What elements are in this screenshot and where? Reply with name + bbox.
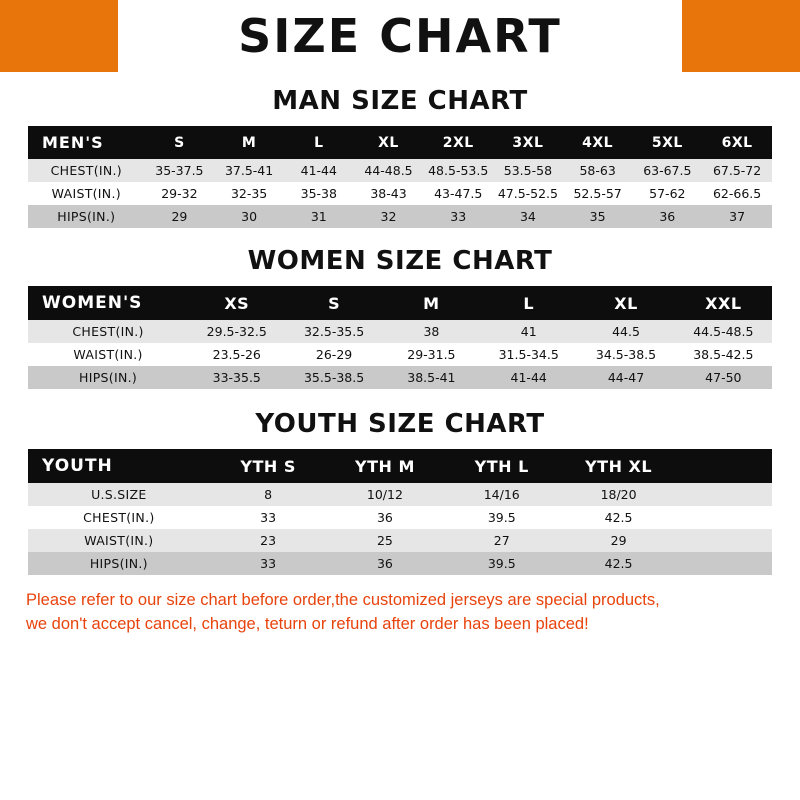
- footer-note-line-2: we don't accept cancel, change, teturn or refund after order has been placed!: [26, 614, 589, 633]
- column-header: XXL: [705, 293, 742, 313]
- cell-empty: [677, 506, 772, 529]
- cell: 33: [260, 510, 277, 525]
- table-header-row: [28, 286, 772, 320]
- column-header: XL: [614, 293, 638, 313]
- cell: 44.5-48.5: [693, 324, 754, 339]
- cell: 41-44: [510, 370, 547, 385]
- column-header: 2XL: [442, 134, 474, 151]
- cell: 38.5-41: [407, 370, 456, 385]
- column-header: L: [314, 134, 324, 151]
- youth-chart-wrap: [0, 449, 800, 575]
- cell: 8: [264, 487, 273, 502]
- row-label: HIPS(IN.): [57, 209, 116, 224]
- footer-note-line-1: Please refer to our size chart before order,the customized jerseys are special products,: [26, 591, 660, 609]
- column-header: XS: [224, 293, 250, 313]
- table-row: [28, 205, 772, 228]
- table-row: [28, 552, 772, 575]
- column-header: S: [328, 293, 341, 313]
- cell: 35-38: [300, 186, 337, 201]
- cell: 37: [729, 209, 746, 224]
- cell: 52.5-57: [573, 186, 622, 201]
- cell: 63-67.5: [643, 163, 692, 178]
- row-label: WAIST(IN.): [51, 186, 121, 201]
- table-row: [28, 320, 772, 343]
- cell: 47.5-52.5: [497, 186, 558, 201]
- cell: 35: [589, 209, 606, 224]
- cell: 10/12: [366, 487, 403, 502]
- cell: 48.5-53.5: [428, 163, 489, 178]
- table-row: [28, 506, 772, 529]
- table-row: [28, 529, 772, 552]
- column-header: YOUTH: [42, 456, 113, 476]
- cell: 34.5-38.5: [595, 347, 657, 362]
- women-size-table: [28, 286, 772, 389]
- column-header: WOMEN'S: [42, 293, 143, 313]
- cell: 67.5-72: [712, 163, 762, 178]
- row-label: HIPS(IN.): [89, 556, 148, 571]
- youth-section-title: YOUTH SIZE CHART: [255, 409, 545, 439]
- banner: [0, 0, 800, 72]
- cell: 44-47: [607, 370, 645, 385]
- cell: 35.5-38.5: [303, 370, 365, 385]
- footer-note: [0, 575, 800, 637]
- column-header: XL: [378, 134, 399, 151]
- cell: 18/20: [600, 487, 637, 502]
- cell: 29-31.5: [407, 347, 456, 362]
- cell: 23.5-26: [212, 347, 261, 362]
- cell: 31: [310, 209, 327, 224]
- cell: 43-47.5: [434, 186, 483, 201]
- women-section-title: WOMEN SIZE CHART: [247, 246, 553, 276]
- cell: 38: [423, 324, 440, 339]
- cell: 32: [380, 209, 397, 224]
- cell: 38-43: [370, 186, 407, 201]
- cell: 44-48.5: [364, 163, 413, 178]
- cell: 42.5: [604, 510, 633, 525]
- cell: 39.5: [487, 510, 516, 525]
- table-row: [28, 483, 772, 506]
- column-header: YTH XL: [585, 456, 653, 476]
- table-row: [28, 182, 772, 205]
- man-size-table: [28, 126, 772, 228]
- column-header-spacer: [677, 449, 772, 483]
- page-title: SIZE CHART: [238, 9, 562, 63]
- cell: 47-50: [705, 370, 742, 385]
- cell-empty: [677, 552, 772, 575]
- column-header: MEN'S: [42, 133, 104, 152]
- column-header: YTH M: [354, 456, 415, 476]
- table-row: [28, 159, 772, 182]
- cell: 42.5: [604, 556, 633, 571]
- cell: 23: [260, 533, 277, 548]
- cell: 27: [493, 533, 510, 548]
- man-chart-wrap: [0, 126, 800, 228]
- youth-size-table: [28, 449, 772, 575]
- women-chart-wrap: [0, 286, 800, 389]
- table-header-row: [28, 449, 772, 483]
- column-header: 5XL: [651, 134, 683, 151]
- cell-empty: [677, 529, 772, 552]
- cell: 34: [519, 209, 536, 224]
- column-header: YTH S: [240, 456, 296, 476]
- cell: 29: [171, 209, 188, 224]
- cell: 31.5-34.5: [498, 347, 559, 362]
- table-row: [28, 343, 772, 366]
- cell: 41: [520, 324, 537, 339]
- cell: 58-63: [579, 163, 616, 178]
- column-header: 4XL: [582, 134, 614, 151]
- row-label: CHEST(IN.): [83, 510, 155, 525]
- cell: 33: [260, 556, 277, 571]
- table-header-row: [28, 126, 772, 159]
- cell: 39.5: [487, 556, 516, 571]
- row-label: U.S.SIZE: [91, 487, 147, 502]
- cell: 32-35: [230, 186, 268, 201]
- cell: 25: [376, 533, 393, 548]
- cell: 29-32: [161, 186, 198, 201]
- cell: 32.5-35.5: [303, 324, 365, 339]
- cell: 38.5-42.5: [693, 347, 754, 362]
- cell: 57-62: [649, 186, 686, 201]
- cell: 36: [376, 556, 393, 571]
- cell: 37.5-41: [224, 163, 274, 178]
- column-header: S: [174, 134, 185, 151]
- cell: 14/16: [483, 487, 520, 502]
- cell: 41-44: [300, 163, 337, 178]
- man-section-title: MAN SIZE CHART: [272, 86, 528, 116]
- row-label: HIPS(IN.): [79, 370, 138, 385]
- table-row: [28, 366, 772, 389]
- cell: 36: [376, 510, 393, 525]
- column-header: 6XL: [721, 134, 753, 151]
- cell: 30: [241, 209, 258, 224]
- cell: 62-66.5: [712, 186, 762, 201]
- column-header: M: [241, 134, 257, 151]
- cell: 33-35.5: [212, 370, 261, 385]
- row-label: CHEST(IN.): [72, 324, 144, 339]
- cell: 35-37.5: [155, 163, 204, 178]
- column-header: M: [423, 293, 440, 313]
- row-label: WAIST(IN.): [84, 533, 154, 548]
- cell: 29.5-32.5: [206, 324, 267, 339]
- cell-empty: [677, 483, 772, 506]
- cell: 44.5: [612, 324, 640, 339]
- cell: 53.5-58: [503, 163, 553, 178]
- column-header: L: [523, 293, 535, 313]
- column-header: YTH L: [474, 456, 529, 476]
- column-header: 3XL: [512, 134, 544, 151]
- cell: 33: [450, 209, 467, 224]
- cell: 29: [610, 533, 627, 548]
- row-label: WAIST(IN.): [73, 347, 143, 362]
- row-label: CHEST(IN.): [50, 163, 122, 178]
- cell: 26-29: [315, 347, 353, 362]
- cell: 36: [659, 209, 676, 224]
